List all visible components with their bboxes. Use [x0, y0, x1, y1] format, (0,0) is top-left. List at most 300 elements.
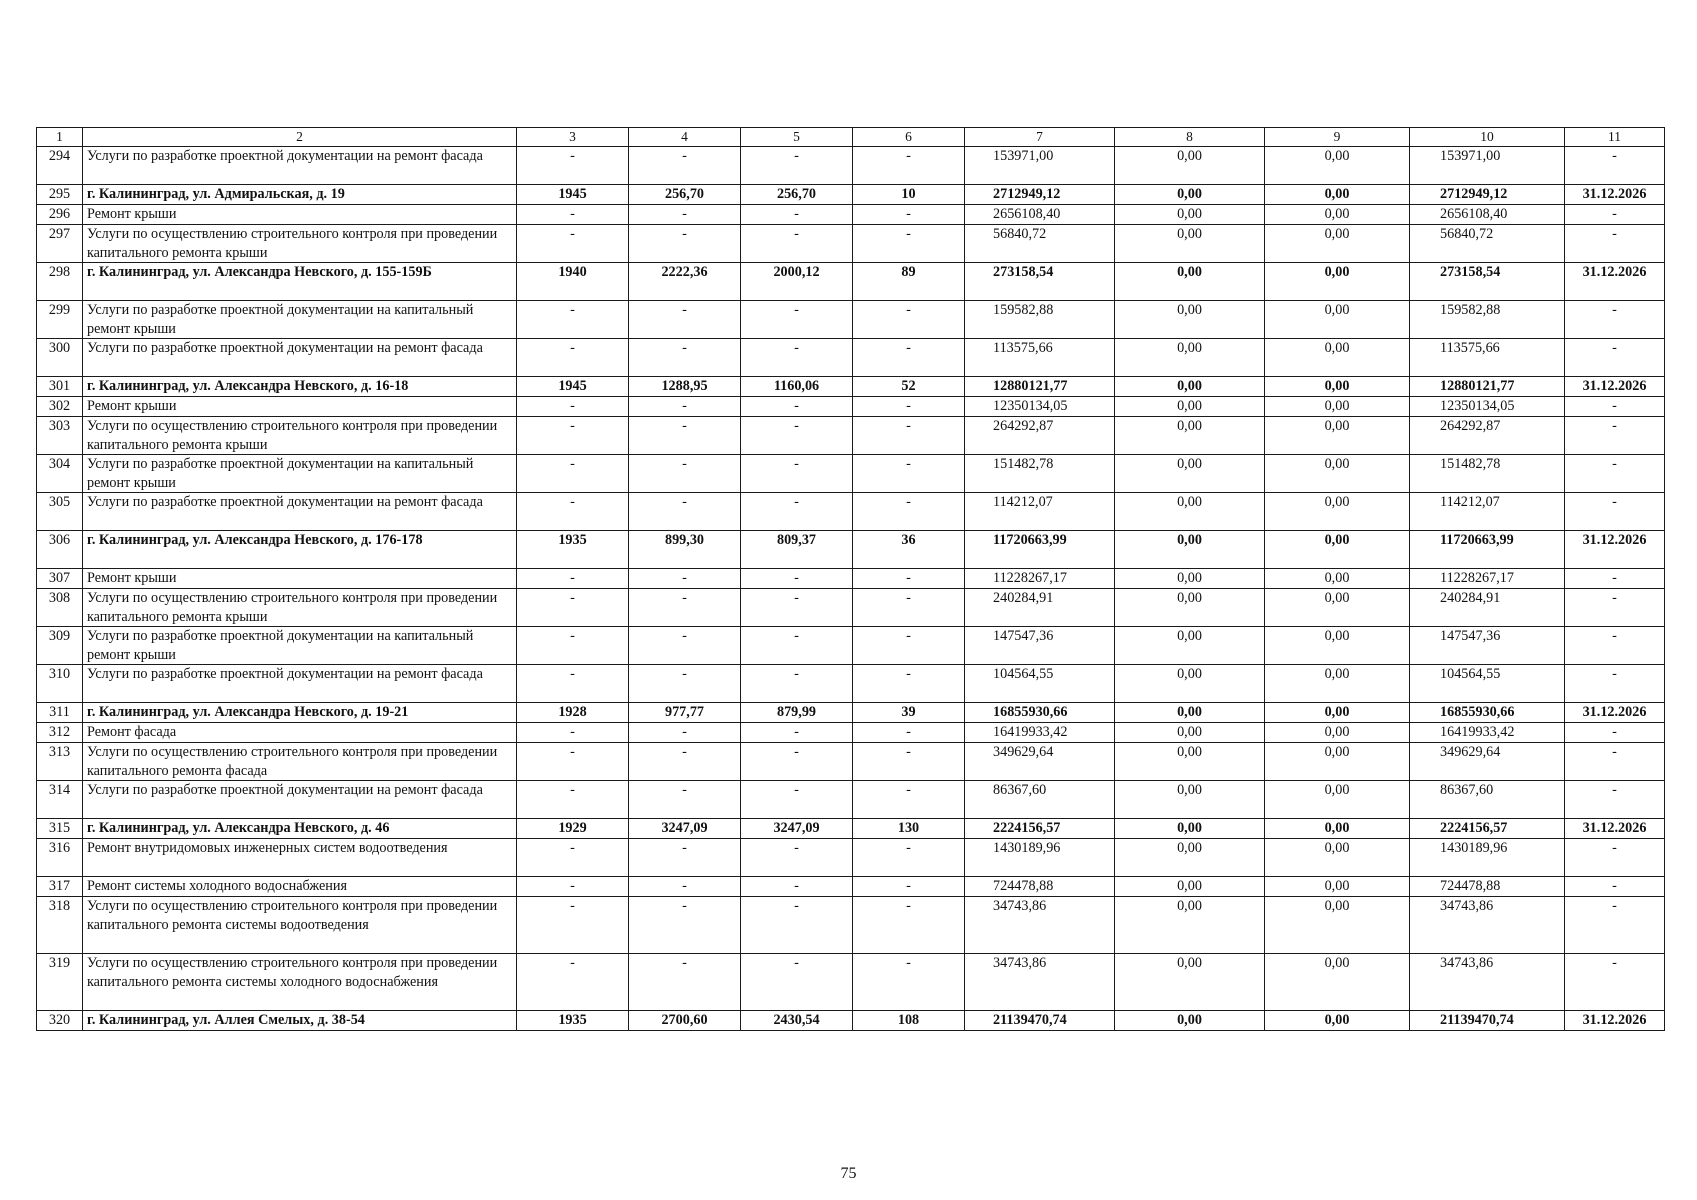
cell-area-total: - — [629, 877, 741, 897]
cell-area-total: - — [629, 781, 741, 819]
cell-deadline: - — [1565, 147, 1665, 185]
cell-cost-total: 11228267,17 — [965, 569, 1115, 589]
table-row — [37, 263, 1665, 301]
row-description: Ремонт системы холодного водоснабжения — [83, 877, 517, 897]
row-number: 308 — [37, 589, 83, 627]
cell-area-living: 2000,12 — [741, 263, 853, 301]
row-number: 307 — [37, 569, 83, 589]
cell-residents: - — [853, 455, 965, 493]
table-row — [37, 743, 1665, 781]
cell-deadline: - — [1565, 417, 1665, 455]
cell-area-living: - — [741, 665, 853, 703]
cell-cost-other: 0,00 — [1265, 819, 1410, 839]
cell-area-living: - — [741, 743, 853, 781]
cell-cost-fund: 0,00 — [1115, 703, 1265, 723]
cell-cost-owners: 2712949,12 — [1410, 185, 1565, 205]
row-description: Услуги по разработке проектной документации на ремонт фасада — [83, 339, 517, 377]
cell-residents: - — [853, 954, 965, 1011]
cell-cost-total: 86367,60 — [965, 781, 1115, 819]
cell-cost-total: 114212,07 — [965, 493, 1115, 531]
table-row — [37, 493, 1665, 531]
row-description: Ремонт крыши — [83, 569, 517, 589]
row-description: г. Калининград, ул. Аллея Смелых, д. 38-54 — [83, 1011, 517, 1031]
cell-area-living: - — [741, 781, 853, 819]
table-row — [37, 1011, 1665, 1031]
column-numbers-row — [37, 128, 1665, 147]
cell-cost-owners: 21139470,74 — [1410, 1011, 1565, 1031]
cell-year: 1928 — [517, 703, 629, 723]
cell-cost-owners: 724478,88 — [1410, 877, 1565, 897]
cell-cost-other: 0,00 — [1265, 723, 1410, 743]
row-description: Ремонт крыши — [83, 397, 517, 417]
cell-cost-owners: 16855930,66 — [1410, 703, 1565, 723]
cell-year: - — [517, 781, 629, 819]
cell-cost-owners: 12350134,05 — [1410, 397, 1565, 417]
cell-cost-total: 264292,87 — [965, 417, 1115, 455]
cell-deadline: 31.12.2026 — [1565, 185, 1665, 205]
cell-area-total: - — [629, 417, 741, 455]
cell-year: - — [517, 743, 629, 781]
table-row — [37, 185, 1665, 205]
cell-area-living: - — [741, 839, 853, 877]
row-number: 305 — [37, 493, 83, 531]
cell-cost-total: 16855930,66 — [965, 703, 1115, 723]
cell-cost-owners: 159582,88 — [1410, 301, 1565, 339]
cell-area-living: 256,70 — [741, 185, 853, 205]
cell-cost-other: 0,00 — [1265, 417, 1410, 455]
row-description: г. Калининград, ул. Александра Невского, д. 176-178 — [83, 531, 517, 569]
cell-area-living: - — [741, 877, 853, 897]
cell-residents: - — [853, 781, 965, 819]
row-number: 297 — [37, 225, 83, 263]
cell-deadline: 31.12.2026 — [1565, 1011, 1665, 1031]
cell-cost-total: 104564,55 — [965, 665, 1115, 703]
cell-area-total: - — [629, 569, 741, 589]
cell-area-total: 1288,95 — [629, 377, 741, 397]
cell-area-living: 809,37 — [741, 531, 853, 569]
cell-residents: 52 — [853, 377, 965, 397]
cell-cost-total: 1430189,96 — [965, 839, 1115, 877]
cell-area-total: - — [629, 339, 741, 377]
cell-cost-total: 349629,64 — [965, 743, 1115, 781]
cell-year: - — [517, 569, 629, 589]
row-number: 296 — [37, 205, 83, 225]
cell-cost-fund: 0,00 — [1115, 397, 1265, 417]
cell-residents: - — [853, 723, 965, 743]
row-number: 302 — [37, 397, 83, 417]
row-number: 315 — [37, 819, 83, 839]
cell-cost-total: 153971,00 — [965, 147, 1115, 185]
row-number: 298 — [37, 263, 83, 301]
cell-area-living: - — [741, 339, 853, 377]
cell-deadline: 31.12.2026 — [1565, 703, 1665, 723]
cell-area-total: - — [629, 839, 741, 877]
cell-cost-fund: 0,00 — [1115, 417, 1265, 455]
row-description: Услуги по осуществлению строительного контроля при проведении капитального ремонта системы водоотведения — [83, 897, 517, 954]
cell-area-total: - — [629, 147, 741, 185]
cell-residents: - — [853, 569, 965, 589]
table-row — [37, 954, 1665, 1011]
row-number: 317 — [37, 877, 83, 897]
cell-cost-other: 0,00 — [1265, 743, 1410, 781]
cell-cost-total: 11720663,99 — [965, 531, 1115, 569]
row-description: г. Калининград, ул. Александра Невского, д. 19-21 — [83, 703, 517, 723]
cell-deadline: - — [1565, 493, 1665, 531]
cell-area-total: - — [629, 897, 741, 954]
cell-residents: - — [853, 225, 965, 263]
cell-cost-total: 12350134,05 — [965, 397, 1115, 417]
table-row — [37, 225, 1665, 263]
cell-cost-other: 0,00 — [1265, 703, 1410, 723]
cell-cost-total: 159582,88 — [965, 301, 1115, 339]
row-description: Услуги по осуществлению строительного контроля при проведении капитального ремонта фасада — [83, 743, 517, 781]
cell-cost-fund: 0,00 — [1115, 627, 1265, 665]
cell-cost-fund: 0,00 — [1115, 897, 1265, 954]
cell-area-total: 899,30 — [629, 531, 741, 569]
cell-cost-fund: 0,00 — [1115, 493, 1265, 531]
cell-area-total: 977,77 — [629, 703, 741, 723]
row-number: 303 — [37, 417, 83, 455]
cell-deadline: - — [1565, 301, 1665, 339]
cell-residents: - — [853, 877, 965, 897]
cell-cost-fund: 0,00 — [1115, 455, 1265, 493]
row-number: 301 — [37, 377, 83, 397]
cell-residents: - — [853, 147, 965, 185]
cell-cost-other: 0,00 — [1265, 897, 1410, 954]
cell-residents: - — [853, 205, 965, 225]
row-number: 295 — [37, 185, 83, 205]
cell-cost-other: 0,00 — [1265, 589, 1410, 627]
cell-cost-fund: 0,00 — [1115, 877, 1265, 897]
cell-area-living: 2430,54 — [741, 1011, 853, 1031]
cell-residents: 36 — [853, 531, 965, 569]
works-table — [36, 127, 1665, 1031]
cell-residents: 39 — [853, 703, 965, 723]
cell-cost-other: 0,00 — [1265, 205, 1410, 225]
cell-area-living: - — [741, 455, 853, 493]
cell-deadline: - — [1565, 627, 1665, 665]
row-description: Услуги по разработке проектной документации на капитальный ремонт крыши — [83, 627, 517, 665]
cell-cost-fund: 0,00 — [1115, 205, 1265, 225]
cell-cost-total: 151482,78 — [965, 455, 1115, 493]
table-body — [37, 128, 1665, 1031]
cell-cost-other: 0,00 — [1265, 225, 1410, 263]
row-description: Услуги по разработке проектной документации на ремонт фасада — [83, 147, 517, 185]
cell-residents: - — [853, 839, 965, 877]
cell-residents: 10 — [853, 185, 965, 205]
cell-deadline: - — [1565, 455, 1665, 493]
table-row — [37, 589, 1665, 627]
row-number: 306 — [37, 531, 83, 569]
cell-area-living: - — [741, 301, 853, 339]
row-description: Услуги по осуществлению строительного контроля при проведении капитального ремонта системы холодного водоснабжения — [83, 954, 517, 1011]
row-number: 320 — [37, 1011, 83, 1031]
row-description: Услуги по осуществлению строительного контроля при проведении капитального ремонта крыши — [83, 589, 517, 627]
cell-cost-other: 0,00 — [1265, 781, 1410, 819]
cell-cost-owners: 34743,86 — [1410, 954, 1565, 1011]
column-number: 5 — [741, 128, 853, 147]
cell-area-total: - — [629, 301, 741, 339]
row-number: 314 — [37, 781, 83, 819]
cell-cost-owners: 113575,66 — [1410, 339, 1565, 377]
cell-area-total: - — [629, 493, 741, 531]
cell-year: 1945 — [517, 185, 629, 205]
column-number: 4 — [629, 128, 741, 147]
cell-area-total: - — [629, 205, 741, 225]
cell-year: - — [517, 723, 629, 743]
table-row — [37, 301, 1665, 339]
cell-area-living: - — [741, 493, 853, 531]
cell-year: - — [517, 205, 629, 225]
cell-deadline: 31.12.2026 — [1565, 819, 1665, 839]
cell-residents: - — [853, 417, 965, 455]
cell-area-living: - — [741, 627, 853, 665]
cell-cost-owners: 12880121,77 — [1410, 377, 1565, 397]
row-description: г. Калининград, ул. Адмиральская, д. 19 — [83, 185, 517, 205]
table-row — [37, 569, 1665, 589]
cell-residents: - — [853, 897, 965, 954]
cell-cost-fund: 0,00 — [1115, 339, 1265, 377]
cell-year: - — [517, 339, 629, 377]
cell-cost-other: 0,00 — [1265, 954, 1410, 1011]
cell-cost-total: 12880121,77 — [965, 377, 1115, 397]
cell-year: - — [517, 665, 629, 703]
cell-cost-total: 34743,86 — [965, 897, 1115, 954]
cell-cost-other: 0,00 — [1265, 627, 1410, 665]
cell-cost-owners: 273158,54 — [1410, 263, 1565, 301]
cell-area-total: 2700,60 — [629, 1011, 741, 1031]
row-number: 304 — [37, 455, 83, 493]
row-description: Ремонт внутридомовых инженерных систем водоотведения — [83, 839, 517, 877]
row-description: г. Калининград, ул. Александра Невского, д. 16-18 — [83, 377, 517, 397]
row-number: 316 — [37, 839, 83, 877]
cell-cost-fund: 0,00 — [1115, 147, 1265, 185]
cell-year: - — [517, 301, 629, 339]
cell-residents: - — [853, 665, 965, 703]
cell-cost-owners: 11228267,17 — [1410, 569, 1565, 589]
cell-deadline: - — [1565, 589, 1665, 627]
cell-cost-fund: 0,00 — [1115, 665, 1265, 703]
cell-cost-fund: 0,00 — [1115, 185, 1265, 205]
cell-cost-total: 147547,36 — [965, 627, 1115, 665]
cell-cost-owners: 147547,36 — [1410, 627, 1565, 665]
cell-cost-owners: 104564,55 — [1410, 665, 1565, 703]
cell-year: 1940 — [517, 263, 629, 301]
cell-area-total: - — [629, 397, 741, 417]
cell-residents: - — [853, 339, 965, 377]
cell-cost-total: 2224156,57 — [965, 819, 1115, 839]
cell-cost-owners: 264292,87 — [1410, 417, 1565, 455]
cell-cost-other: 0,00 — [1265, 301, 1410, 339]
cell-cost-fund: 0,00 — [1115, 723, 1265, 743]
row-description: г. Калининград, ул. Александра Невского, д. 46 — [83, 819, 517, 839]
cell-cost-owners: 16419933,42 — [1410, 723, 1565, 743]
table-row — [37, 531, 1665, 569]
table-row — [37, 627, 1665, 665]
cell-deadline: - — [1565, 743, 1665, 781]
cell-cost-total: 21139470,74 — [965, 1011, 1115, 1031]
cell-area-total: - — [629, 954, 741, 1011]
cell-area-total: - — [629, 627, 741, 665]
cell-cost-total: 56840,72 — [965, 225, 1115, 263]
cell-year: - — [517, 954, 629, 1011]
cell-cost-owners: 2224156,57 — [1410, 819, 1565, 839]
cell-year: 1935 — [517, 531, 629, 569]
table-row — [37, 839, 1665, 877]
cell-area-total: - — [629, 455, 741, 493]
table-row — [37, 455, 1665, 493]
cell-area-living: 1160,06 — [741, 377, 853, 397]
cell-area-living: - — [741, 569, 853, 589]
cell-deadline: - — [1565, 569, 1665, 589]
cell-cost-total: 16419933,42 — [965, 723, 1115, 743]
cell-year: - — [517, 877, 629, 897]
cell-cost-owners: 349629,64 — [1410, 743, 1565, 781]
column-number: 8 — [1115, 128, 1265, 147]
row-number: 300 — [37, 339, 83, 377]
cell-residents: - — [853, 627, 965, 665]
cell-area-total: 2222,36 — [629, 263, 741, 301]
column-number: 6 — [853, 128, 965, 147]
cell-area-living: - — [741, 954, 853, 1011]
cell-residents: - — [853, 493, 965, 531]
cell-residents: 89 — [853, 263, 965, 301]
cell-cost-owners: 86367,60 — [1410, 781, 1565, 819]
cell-cost-owners: 34743,86 — [1410, 897, 1565, 954]
cell-cost-owners: 151482,78 — [1410, 455, 1565, 493]
cell-year: 1935 — [517, 1011, 629, 1031]
cell-cost-fund: 0,00 — [1115, 377, 1265, 397]
cell-year: - — [517, 417, 629, 455]
cell-cost-fund: 0,00 — [1115, 301, 1265, 339]
cell-cost-owners: 114212,07 — [1410, 493, 1565, 531]
cell-area-living: - — [741, 397, 853, 417]
cell-cost-owners: 56840,72 — [1410, 225, 1565, 263]
cell-cost-fund: 0,00 — [1115, 1011, 1265, 1031]
cell-cost-other: 0,00 — [1265, 377, 1410, 397]
cell-year: - — [517, 225, 629, 263]
cell-cost-fund: 0,00 — [1115, 589, 1265, 627]
cell-cost-other: 0,00 — [1265, 339, 1410, 377]
table-row — [37, 397, 1665, 417]
cell-cost-owners: 2656108,40 — [1410, 205, 1565, 225]
cell-cost-fund: 0,00 — [1115, 569, 1265, 589]
row-description: Услуги по разработке проектной документации на ремонт фасада — [83, 493, 517, 531]
cell-cost-other: 0,00 — [1265, 531, 1410, 569]
table-row — [37, 339, 1665, 377]
cell-area-total: 256,70 — [629, 185, 741, 205]
cell-year: - — [517, 493, 629, 531]
cell-residents: 108 — [853, 1011, 965, 1031]
column-number: 10 — [1410, 128, 1565, 147]
cell-cost-total: 273158,54 — [965, 263, 1115, 301]
cell-area-total: 3247,09 — [629, 819, 741, 839]
row-number: 318 — [37, 897, 83, 954]
row-number: 310 — [37, 665, 83, 703]
cell-area-total: - — [629, 723, 741, 743]
cell-cost-fund: 0,00 — [1115, 954, 1265, 1011]
cell-deadline: 31.12.2026 — [1565, 377, 1665, 397]
cell-deadline: - — [1565, 339, 1665, 377]
row-description: Услуги по разработке проектной документации на капитальный ремонт крыши — [83, 455, 517, 493]
row-number: 312 — [37, 723, 83, 743]
row-description: Ремонт крыши — [83, 205, 517, 225]
cell-cost-other: 0,00 — [1265, 185, 1410, 205]
table-row — [37, 377, 1665, 397]
cell-deadline: - — [1565, 205, 1665, 225]
cell-cost-owners: 240284,91 — [1410, 589, 1565, 627]
cell-cost-other: 0,00 — [1265, 839, 1410, 877]
cell-deadline: - — [1565, 723, 1665, 743]
cell-deadline: - — [1565, 225, 1665, 263]
cell-cost-total: 34743,86 — [965, 954, 1115, 1011]
table-row — [37, 897, 1665, 954]
column-number: 7 — [965, 128, 1115, 147]
row-description: Услуги по разработке проектной документации на ремонт фасада — [83, 781, 517, 819]
cell-cost-other: 0,00 — [1265, 1011, 1410, 1031]
cell-cost-other: 0,00 — [1265, 147, 1410, 185]
cell-year: - — [517, 627, 629, 665]
cell-cost-fund: 0,00 — [1115, 225, 1265, 263]
cell-cost-total: 240284,91 — [965, 589, 1115, 627]
cell-cost-fund: 0,00 — [1115, 531, 1265, 569]
cell-area-total: - — [629, 225, 741, 263]
cell-cost-total: 113575,66 — [965, 339, 1115, 377]
cell-residents: - — [853, 743, 965, 781]
cell-deadline: - — [1565, 877, 1665, 897]
row-number: 299 — [37, 301, 83, 339]
row-number: 313 — [37, 743, 83, 781]
cell-year: - — [517, 397, 629, 417]
cell-cost-owners: 11720663,99 — [1410, 531, 1565, 569]
cell-cost-fund: 0,00 — [1115, 743, 1265, 781]
cell-area-living: - — [741, 225, 853, 263]
cell-cost-other: 0,00 — [1265, 569, 1410, 589]
cell-area-living: - — [741, 897, 853, 954]
row-description: Услуги по осуществлению строительного контроля при проведении капитального ремонта крыши — [83, 225, 517, 263]
table-row — [37, 703, 1665, 723]
cell-cost-other: 0,00 — [1265, 455, 1410, 493]
cell-residents: 130 — [853, 819, 965, 839]
cell-deadline: - — [1565, 665, 1665, 703]
row-description: Услуги по осуществлению строительного контроля при проведении капитального ремонта крыши — [83, 417, 517, 455]
cell-deadline: - — [1565, 839, 1665, 877]
row-description: Ремонт фасада — [83, 723, 517, 743]
cell-cost-fund: 0,00 — [1115, 263, 1265, 301]
cell-area-total: - — [629, 665, 741, 703]
cell-deadline: - — [1565, 397, 1665, 417]
cell-cost-fund: 0,00 — [1115, 781, 1265, 819]
cell-year: - — [517, 589, 629, 627]
table-row — [37, 781, 1665, 819]
cell-area-living: 879,99 — [741, 703, 853, 723]
table-row — [37, 205, 1665, 225]
cell-cost-fund: 0,00 — [1115, 819, 1265, 839]
column-number: 9 — [1265, 128, 1410, 147]
cell-cost-fund: 0,00 — [1115, 839, 1265, 877]
cell-cost-other: 0,00 — [1265, 263, 1410, 301]
table-row — [37, 723, 1665, 743]
column-number: 11 — [1565, 128, 1665, 147]
cell-cost-other: 0,00 — [1265, 665, 1410, 703]
row-description: Услуги по разработке проектной документации на капитальный ремонт крыши — [83, 301, 517, 339]
cell-deadline: 31.12.2026 — [1565, 531, 1665, 569]
cell-deadline: 31.12.2026 — [1565, 263, 1665, 301]
cell-cost-total: 724478,88 — [965, 877, 1115, 897]
cell-deadline: - — [1565, 781, 1665, 819]
column-number: 3 — [517, 128, 629, 147]
row-description: Услуги по разработке проектной документации на ремонт фасада — [83, 665, 517, 703]
